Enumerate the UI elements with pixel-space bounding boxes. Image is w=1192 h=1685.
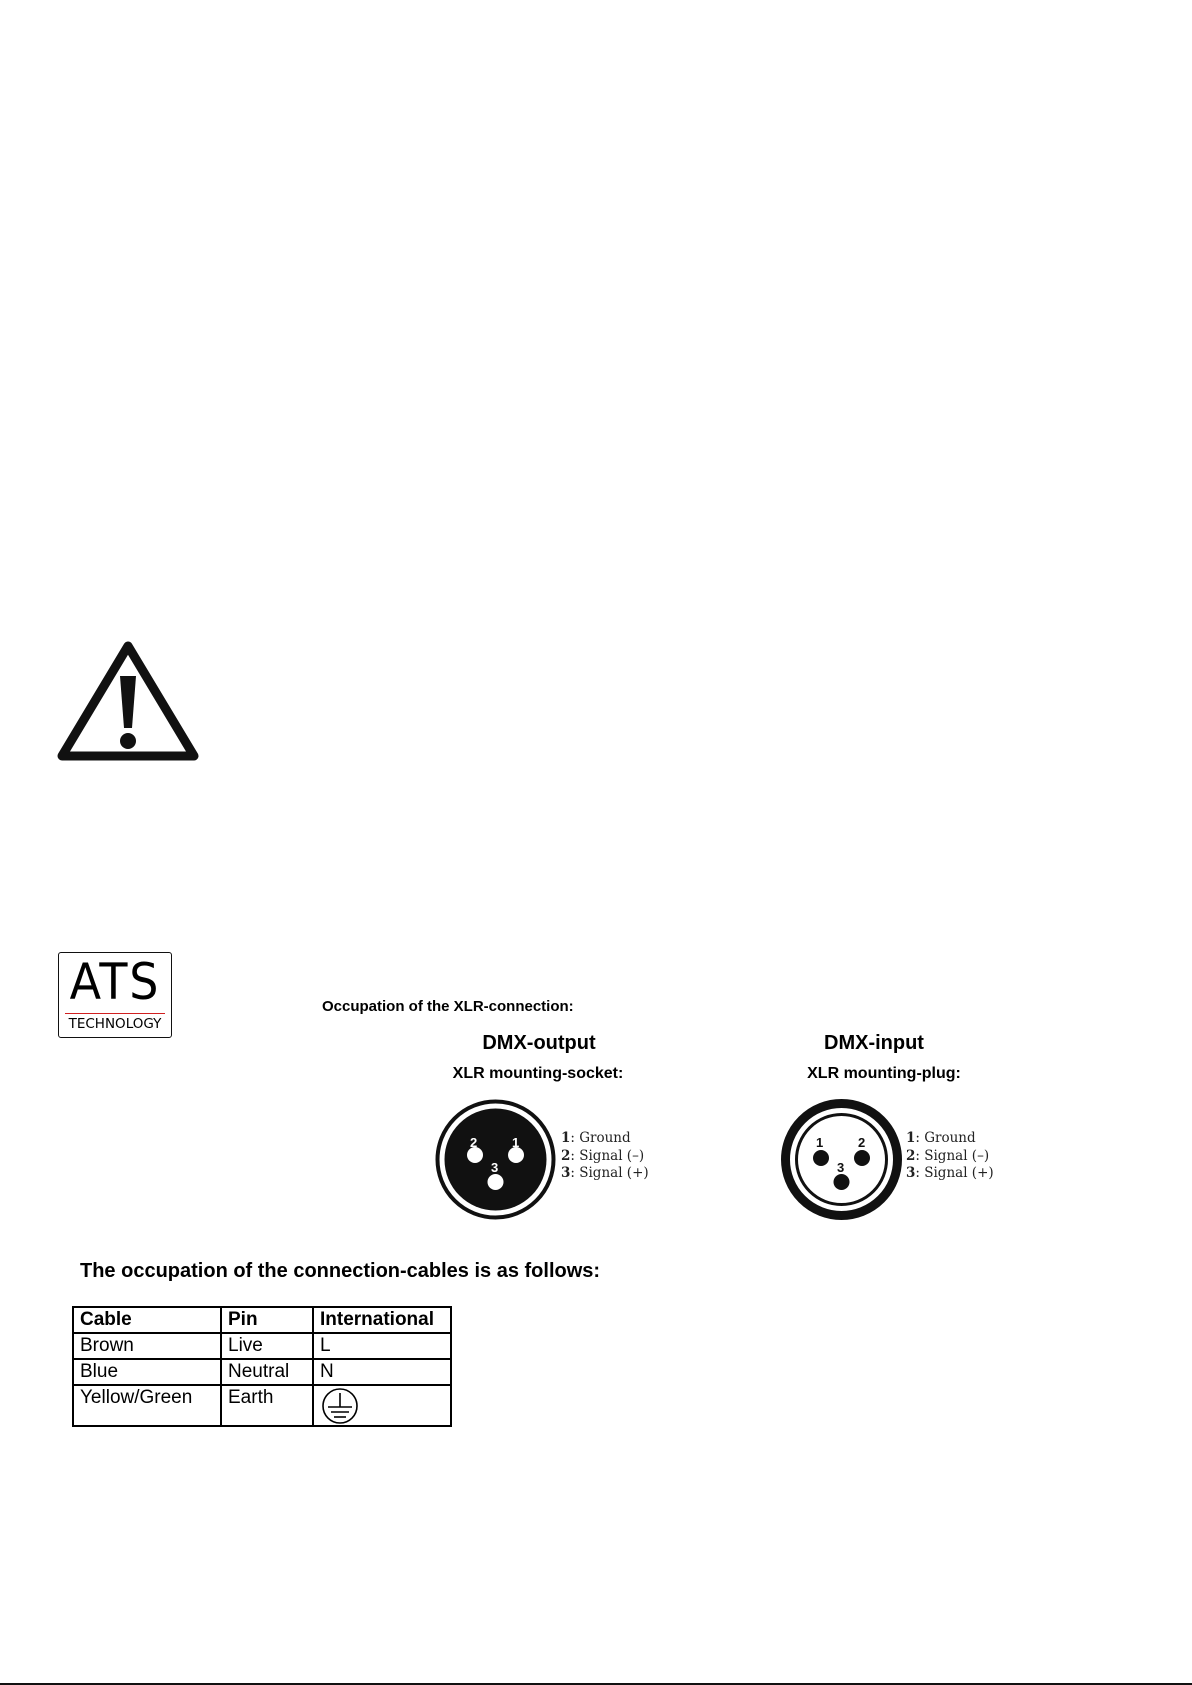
plug-legend-row: 3: Signal (+)	[906, 1165, 994, 1181]
xlr-caption: Occupation of the XLR-connection:	[322, 998, 574, 1015]
cell-pin: Live	[221, 1333, 313, 1359]
socket-pin-legend	[561, 1130, 649, 1183]
cable-heading: The occupation of the connection-cables is as follows:	[80, 1260, 601, 1282]
socket-legend-row: 2: Signal (–)	[561, 1147, 645, 1164]
header-international: International	[313, 1307, 451, 1333]
dmx-output-title: DMX-output	[482, 1032, 596, 1054]
plug-pin-legend	[906, 1130, 994, 1183]
dmx-input-subtitle: XLR mounting-plug:	[807, 1065, 961, 1082]
logo-rule	[65, 1013, 165, 1014]
logo-main-text: ATS	[69, 953, 161, 1011]
cell-pin: Neutral	[221, 1359, 313, 1385]
xlr-socket-diagram	[433, 1097, 558, 1222]
table-row	[73, 1333, 451, 1359]
ats-technology-logo	[58, 952, 172, 1038]
header-cable: Cable	[73, 1307, 221, 1333]
plug-pin-2	[854, 1150, 870, 1166]
plug-legend-row: 1: Ground	[906, 1130, 976, 1146]
header-pin: Pin	[221, 1307, 313, 1333]
earth-ground-icon	[320, 1387, 364, 1425]
socket-label-2: 2	[470, 1135, 478, 1150]
cell-cable: Yellow/Green	[73, 1385, 221, 1426]
cable-table	[72, 1306, 452, 1427]
cell-international	[313, 1385, 451, 1426]
logo-sub-text: TECHNOLOGY	[68, 1016, 162, 1032]
socket-pin-3	[488, 1174, 504, 1190]
socket-legend-row: 3: Signal (+)	[561, 1165, 649, 1181]
socket-label-3: 3	[491, 1160, 499, 1175]
plug-legend-row: 2: Signal (–)	[906, 1147, 990, 1164]
cell-cable: Blue	[73, 1359, 221, 1385]
socket-legend-row: 1: Ground	[561, 1130, 631, 1146]
table-header-row	[73, 1307, 451, 1333]
plug-label-2: 2	[858, 1135, 866, 1150]
warning-triangle-icon	[56, 640, 200, 762]
plug-label-3: 3	[837, 1160, 845, 1175]
table-row	[73, 1359, 451, 1385]
dmx-input-title: DMX-input	[824, 1032, 924, 1054]
dmx-output-subtitle: XLR mounting-socket:	[452, 1065, 624, 1082]
socket-label-1: 1	[512, 1135, 520, 1150]
cell-pin: Earth	[221, 1385, 313, 1426]
cell-international: N	[313, 1359, 451, 1385]
table-row	[73, 1385, 451, 1426]
cell-cable: Brown	[73, 1333, 221, 1359]
cell-international: L	[313, 1333, 451, 1359]
plug-label-1: 1	[816, 1135, 824, 1150]
plug-pin-3	[834, 1174, 850, 1190]
xlr-plug-diagram	[779, 1097, 904, 1222]
plug-pin-1	[813, 1150, 829, 1166]
